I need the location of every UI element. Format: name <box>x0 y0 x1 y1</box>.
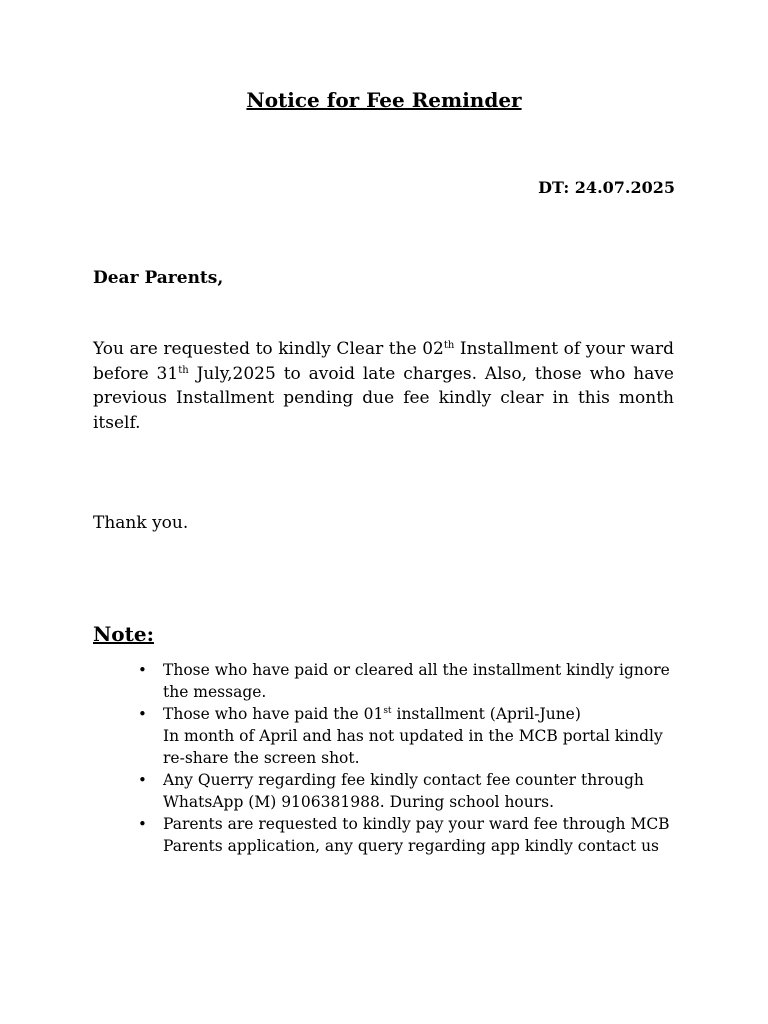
note-item-3-text: Any Querry regarding fee kindly contact fee counter through WhatsApp (M) 9106381988. During school hours. <box>163 771 644 811</box>
salutation: Dear Parents, <box>93 268 224 288</box>
body-sup-2: th <box>178 364 189 376</box>
note-heading: Note: <box>93 622 154 646</box>
notes-list <box>138 659 678 857</box>
body-text-1: You are requested to kindly Clear the 02 <box>93 339 444 359</box>
notice-title: Notice for Fee Reminder <box>246 88 522 112</box>
note-item-3 <box>138 769 678 813</box>
body-text-3: July,2025 to avoid late charges. Also, those who have previous Installment pending due fee kindly clear in this month itself. <box>93 363 674 433</box>
note-item-2-sup: st <box>383 706 392 716</box>
note-item-4 <box>138 813 678 857</box>
notice-date: DT: 24.07.2025 <box>538 178 675 197</box>
body-sup-1: th <box>443 340 455 351</box>
note-item-4-text: Parents are requested to kindly pay your ward fee through MCB Parents application, any query regarding app kindly contact us <box>163 815 670 855</box>
closing-text: Thank you. <box>93 513 189 533</box>
body-text-2: Installment of your ward before 31 <box>93 339 674 384</box>
note-item-1-text: Those who have paid or cleared all the installment kindly ignore the message. <box>163 661 670 701</box>
note-item-2 <box>138 703 678 769</box>
note-item-2-line2: In month of April and has not updated in the MCB portal kindly re-share the screen shot. <box>163 727 663 767</box>
note-item-1 <box>138 659 678 703</box>
note-item-2-text-cont: installment (April-June) <box>391 705 581 723</box>
note-item-2-text: Those who have paid the 01 <box>163 705 384 723</box>
body-paragraph <box>93 337 674 435</box>
